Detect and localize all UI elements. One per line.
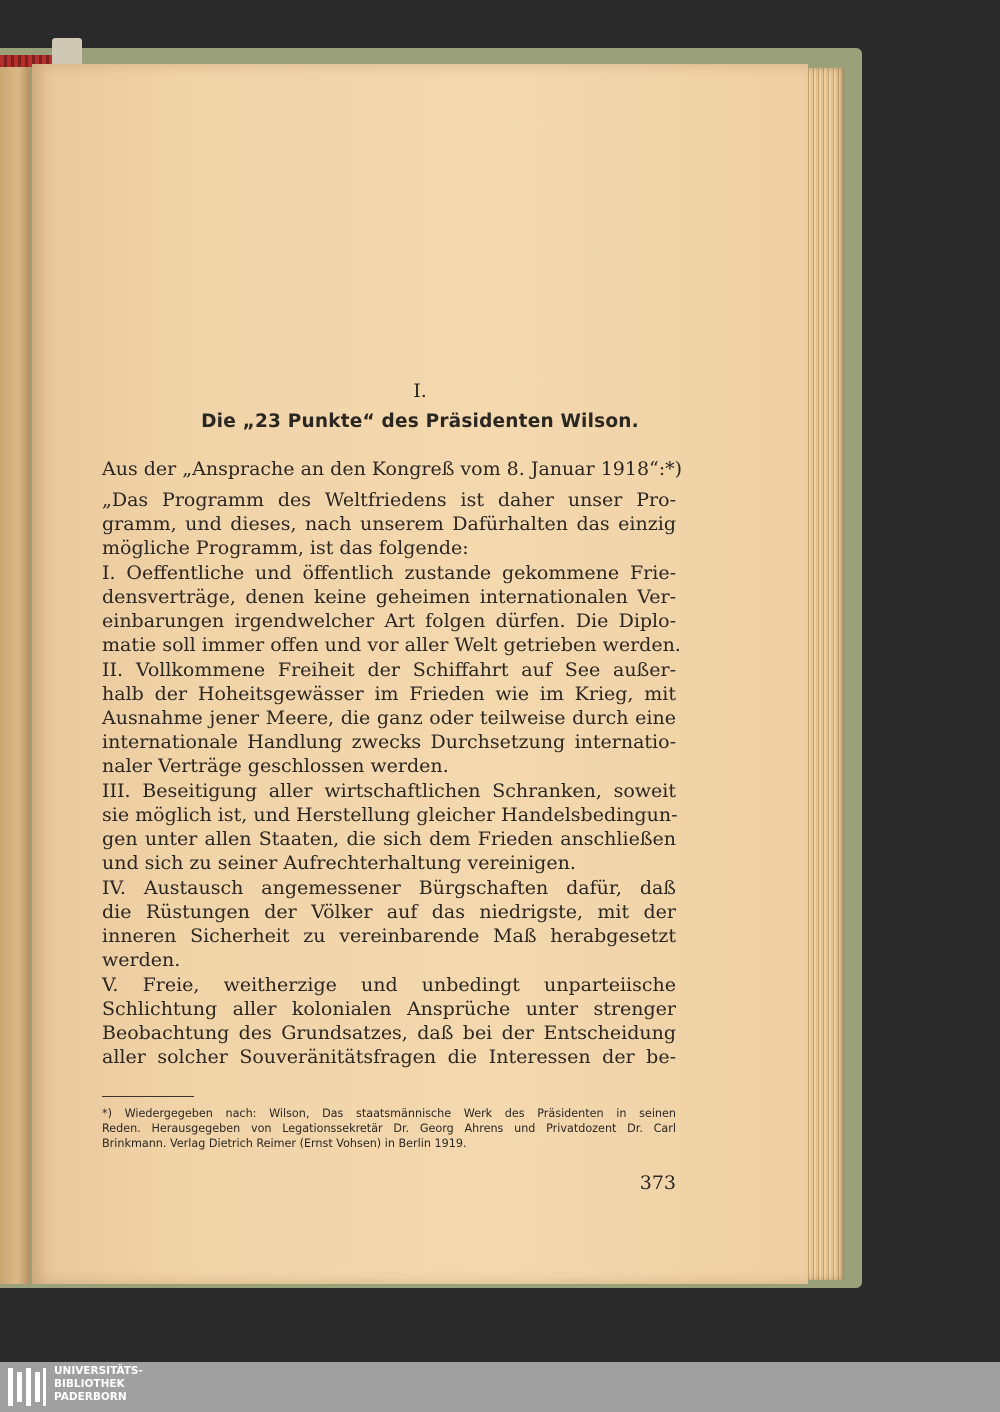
text-line: werden. [102,949,181,971]
text-line: „Das Programm des Weltfriedens ist daher unser Pro- [102,489,676,511]
footnote-line: *) Wiedergegeben nach: Wilson, Das staatsmännische Werk des Präsidenten in seinen [102,1107,676,1120]
text-line: IV. Austausch angemessener Bürgschaften dafür, daß [102,877,676,899]
library-logo-icon [8,1368,48,1406]
text-line: die Rüstungen der Völker auf das niedrigste, mit der [102,901,676,923]
text-line: matie soll immer offen und vor aller Welt getrieben werden. [102,634,681,656]
text-line: I. Oeffentliche und öffentlich zustande gekommene Frie- [102,562,676,584]
logo-line: PADERBORN [54,1391,127,1403]
text-line: V. Freie, weitherzige und unbedingt unparteiische [102,974,676,996]
text-line: Schlichtung aller kolonialen Ansprüche unter strenger [102,998,676,1020]
text-line: gramm, und dieses, nach unserem Dafürhalten das einzig [102,513,676,535]
intro-line: Aus der „Ansprache an den Kongreß vom 8. Januar 1918“:*) [102,458,683,480]
text-line: gen unter allen Staaten, die sich dem Frieden anschließen [102,828,676,850]
footnote-line: Brinkmann. Verlag Dietrich Reimer (Ernst Vohsen) in Berlin 1919. [102,1137,467,1150]
logo-line: BIBLIOTHEK [54,1378,125,1390]
text-line: und sich zu seiner Aufrechterhaltung vereinigen. [102,852,576,874]
page-block-edge [806,68,844,1280]
text-line: densverträge, denen keine geheimen internationalen Ver- [102,586,676,608]
text-line: einbarungen irgendwelcher Art folgen dürfen. Die Diplo- [102,610,676,632]
text-line: inneren Sicherheit zu vereinbarende Maß herabgesetzt [102,925,676,947]
library-logo-text [54,1365,143,1404]
chapter-title: Die „23 Punkte“ des Präsidenten Wilson. [201,411,639,432]
text-line: III. Beseitigung aller wirtschaftlichen Schranken, soweit [102,780,676,802]
text-line: mögliche Programm, ist das folgende: [102,537,469,559]
footnote-rule [102,1096,194,1097]
page-number: 373 [639,1172,676,1194]
text-line: Ausnahme jener Meere, die ganz oder teilweise durch eine [102,707,676,729]
text-line: internationale Handlung zwecks Durchsetzung internatio- [102,731,676,753]
text-line: Beobachtung des Grundsatzes, daß bei der Entscheidung [102,1022,676,1044]
text-line: halb der Hoheitsgewässer im Frieden wie im Krieg, mit [102,683,676,705]
book-page [32,64,808,1284]
logo-line: UNIVERSITÄTS- [54,1365,143,1377]
head-band [52,38,82,66]
footnote-line: Reden. Herausgegeben von Legationssekretär Dr. Georg Ahrens und Privatdozent Dr. Carl [102,1122,676,1135]
text-line: sie möglich ist, und Herstellung gleicher Handelsbedingun- [102,804,678,826]
section-number: I. [413,380,427,402]
text-line: II. Vollkommene Freiheit der Schiffahrt auf See außer- [102,659,676,681]
text-line: aller solcher Souveränitätsfragen die Interessen der be- [102,1046,676,1068]
library-footer [0,1362,1000,1412]
left-page-edge [0,62,30,1284]
text-line: naler Verträge geschlossen werden. [102,755,449,777]
